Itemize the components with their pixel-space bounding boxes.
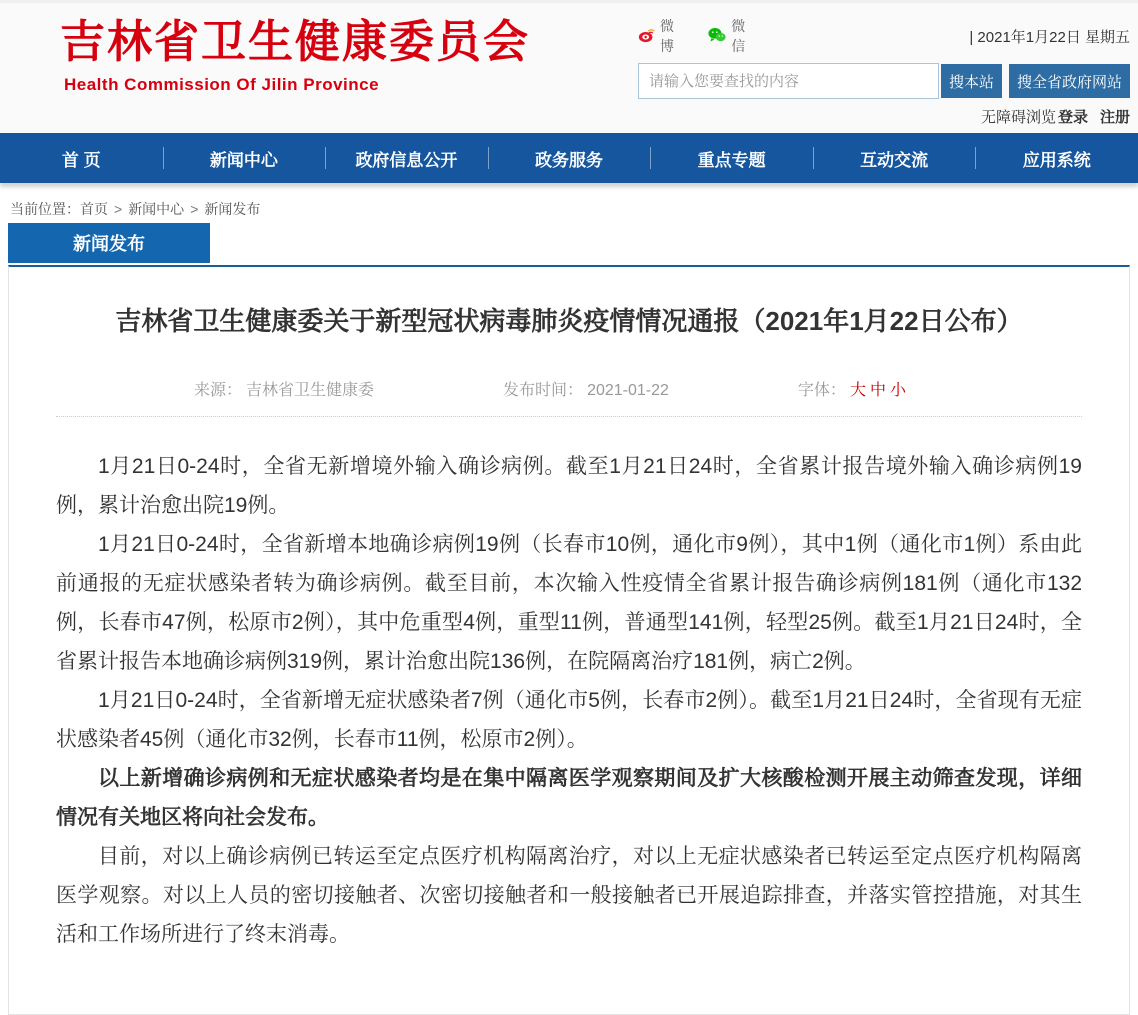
wechat-link[interactable] xyxy=(708,16,753,56)
site-logo-title: 吉林省卫生健康委员会 xyxy=(60,16,531,67)
channel-tab-news-release[interactable]: 新闻发布 xyxy=(8,223,210,263)
breadcrumb-separator: > xyxy=(190,201,199,217)
nav-item-key-topics[interactable]: 重点专题 xyxy=(650,133,813,183)
wechat-icon xyxy=(708,27,731,46)
article-meta xyxy=(194,377,906,400)
wechat-label: 微信 xyxy=(731,18,746,54)
font-size-control xyxy=(798,377,906,400)
font-size-large-button[interactable]: 大 xyxy=(849,381,866,399)
breadcrumb-news-release[interactable]: 新闻发布 xyxy=(204,201,261,217)
meta-source-value: 吉林省卫生健康委 xyxy=(246,381,375,399)
meta-publish-time xyxy=(503,377,669,400)
meta-publish-value: 2021-01-22 xyxy=(587,381,669,399)
article-paragraph-highlight: 以上新增确诊病例和无症状感染者均是在集中隔离医学观察期间及扩大核酸检测开展主动筛查发现，详细情况有关地区将向社会发布。 xyxy=(56,766,1082,829)
breadcrumb xyxy=(0,183,1138,223)
breadcrumb-label: 当前位置： xyxy=(10,201,80,217)
weibo-label: 微博 xyxy=(660,18,674,54)
search-input[interactable] xyxy=(638,63,939,99)
quick-links xyxy=(638,106,1130,127)
article-paragraph: 目前，对以上确诊病例已转运至定点医疗机构隔离治疗，对以上无症状感染者已转运至定点医疗机构隔离医学观察。对以上人员的密切接触者、次密切接触者和一般接触者已开展追踪排查，并落实管控措施，对其生活和工作场所进行了终末消毒。 xyxy=(56,844,1082,946)
nav-item-app-systems[interactable]: 应用系统 xyxy=(975,133,1138,183)
breadcrumb-separator: > xyxy=(114,201,123,217)
main-nav xyxy=(0,133,1138,183)
weibo-link[interactable] xyxy=(638,16,682,56)
site-logo[interactable] xyxy=(60,17,530,95)
article-paragraph: 1月21日0-24时，全省无新增境外输入确诊病例。截至1月21日24时，全省累计报告境外输入确诊病例19例，累计治愈出院19例。 xyxy=(56,454,1082,517)
article-title: 吉林省卫生健康委关于新型冠状病毒肺炎疫情情况通报（2021年1月22日公布） xyxy=(115,306,1023,336)
site-header xyxy=(0,0,1138,133)
search-site-button[interactable]: 搜本站 xyxy=(941,64,1002,98)
weibo-icon xyxy=(638,26,660,46)
site-logo-subtitle: Health Commission Of Jilin Province xyxy=(64,74,380,94)
nav-item-gov-info[interactable]: 政府信息公开 xyxy=(325,133,488,183)
login-link[interactable]: 登录 xyxy=(1057,109,1088,126)
breadcrumb-news-center[interactable]: 新闻中心 xyxy=(128,201,185,217)
accessibility-link[interactable]: 无障碍浏览 xyxy=(980,109,1056,126)
article-container xyxy=(8,265,1130,1015)
header-right-panel xyxy=(638,18,1130,127)
search-gov-button[interactable]: 搜全省政府网站 xyxy=(1009,64,1130,98)
font-size-label: 字体： xyxy=(797,381,846,399)
current-date: | 2021年1月22日 星期五 xyxy=(969,28,1130,46)
nav-item-home[interactable]: 首 页 xyxy=(61,150,101,170)
register-link[interactable]: 注册 xyxy=(1099,109,1130,126)
nav-item-gov-services[interactable]: 政务服务 xyxy=(488,133,651,183)
meta-publish-label: 发布时间： xyxy=(503,381,584,399)
search-bar xyxy=(638,63,1130,99)
nav-item-interaction[interactable]: 互动交流 xyxy=(813,133,976,183)
social-row xyxy=(638,18,1130,54)
article-body xyxy=(9,417,1129,954)
nav-item-news-center[interactable]: 新闻中心 xyxy=(163,133,326,183)
breadcrumb-home[interactable]: 首页 xyxy=(80,201,108,217)
meta-source-label: 来源： xyxy=(194,381,243,399)
article-paragraph: 1月21日0-24时，全省新增本地确诊病例19例（长春市10例，通化市9例），其中1例（通化市1例）系由此前通报的无症状感染者转为确诊病例。截至目前，本次输入性疫情全省累计报告确诊病例181例（通化市132例，长春市47例，松原市2例），其中危重型4例，重型11例，普通型141例，轻型25例。截至1月21日24时，全省累计报告本地确诊病例319例，累计治愈出院136例，在院隔离治疗181例，病亡2例。 xyxy=(56,532,1082,673)
font-size-medium-button[interactable]: 中 xyxy=(869,381,886,399)
meta-source xyxy=(194,377,374,400)
article-paragraph: 1月21日0-24时，全省新增无症状感染者7例（通化市5例，长春市2例）。截至1月21日24时，全省现有无症状感染者45例（通化市32例，长春市11例，松原市2例）。 xyxy=(56,688,1082,751)
font-size-small-button[interactable]: 小 xyxy=(889,381,906,399)
